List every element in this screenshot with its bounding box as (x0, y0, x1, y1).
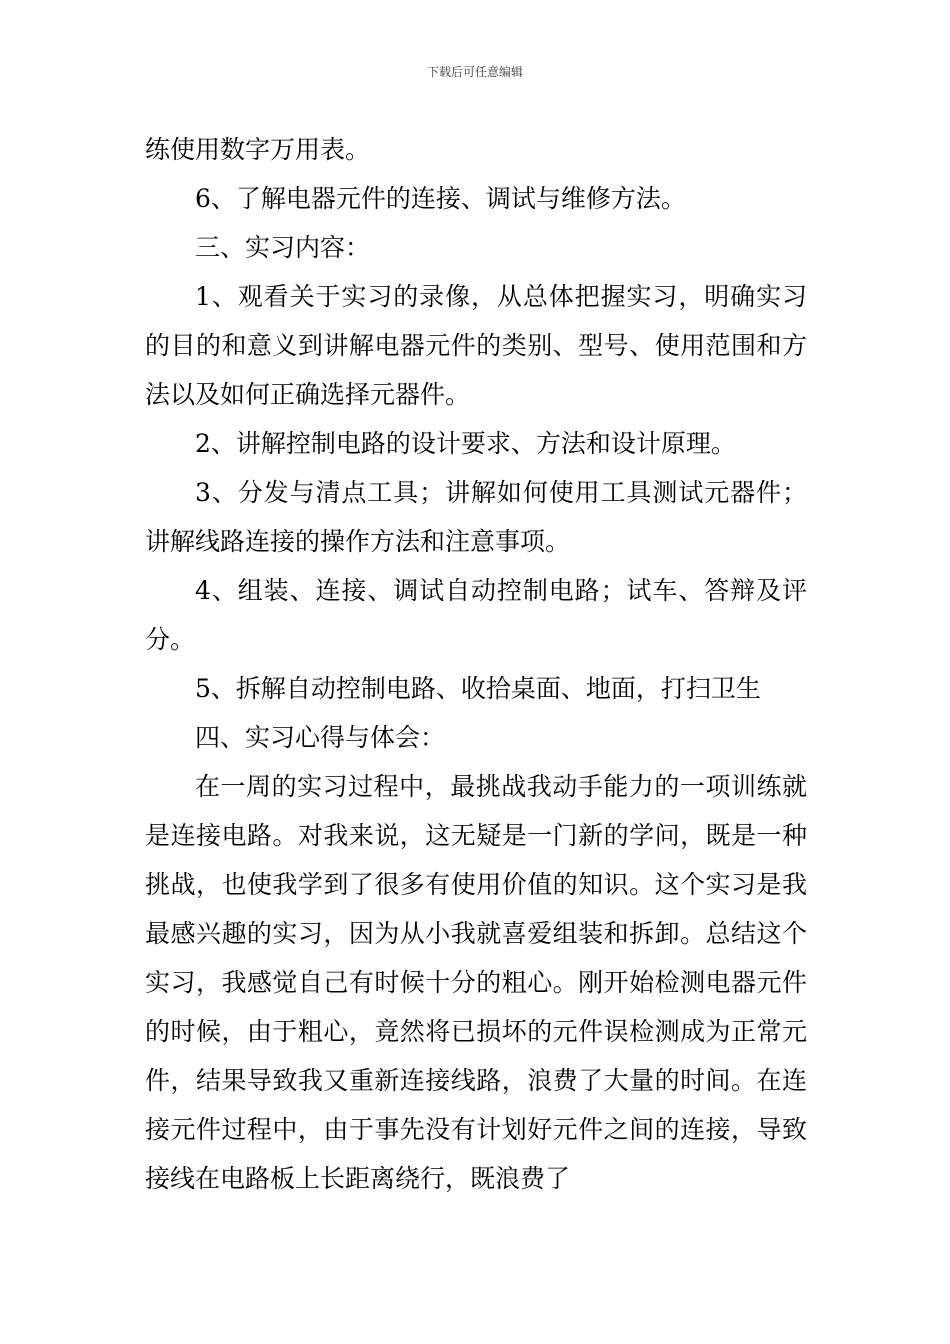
paragraph-content-5: 5、拆解自动控制电路、收拾桌面、地面，打扫卫生 (195, 674, 761, 703)
paragraph-content-1: 1、观看关于实习的录像，从总体把握实习，明确实习的目的和意义到讲解电器元件的类别、型号、使用范围和方法以及如何正确选择元器件。 (145, 282, 807, 409)
document-body (145, 125, 807, 1203)
section-heading-3: 三、实习内容： (195, 233, 371, 262)
section-heading-4: 四、实习心得与体会： (195, 723, 446, 752)
paragraph-continuation: 练使用数字万用表。 (145, 135, 371, 164)
paragraph-reflection: 在一周的实习过程中，最挑战我动手能力的一项训练就是连接电路。对我来说，这无疑是一门新的学问，既是一种挑战，也使我学到了很多有使用价值的知识。这个实习是我最感兴趣的实习，因为从小我就喜爱组装和拆卸。总结这个实习，我感觉自己有时候十分的粗心。刚开始检测电器元件的时候，由于粗心，竟然将已损坏的元件误检测成为正常元件，结果导致我又重新连接线路，浪费了大量的时间。在连接元件过程中，由于事先没有计划好元件之间的连接，导致接线在电路板上长距离绕行，既浪费了 (145, 772, 807, 1193)
paragraph-content-2: 2、讲解控制电路的设计要求、方法和设计原理。 (195, 429, 736, 458)
paragraph-content-4: 4、组装、连接、调试自动控制电路；试车、答辩及评分。 (145, 576, 807, 654)
paragraph-content-3: 3、分发与清点工具；讲解如何使用工具测试元器件；讲解线路连接的操作方法和注意事项。 (145, 478, 807, 556)
page-header: 下载后可任意编辑 (426, 65, 523, 79)
paragraph-item-6: 6、了解电器元件的连接、调试与维修方法。 (195, 184, 686, 213)
